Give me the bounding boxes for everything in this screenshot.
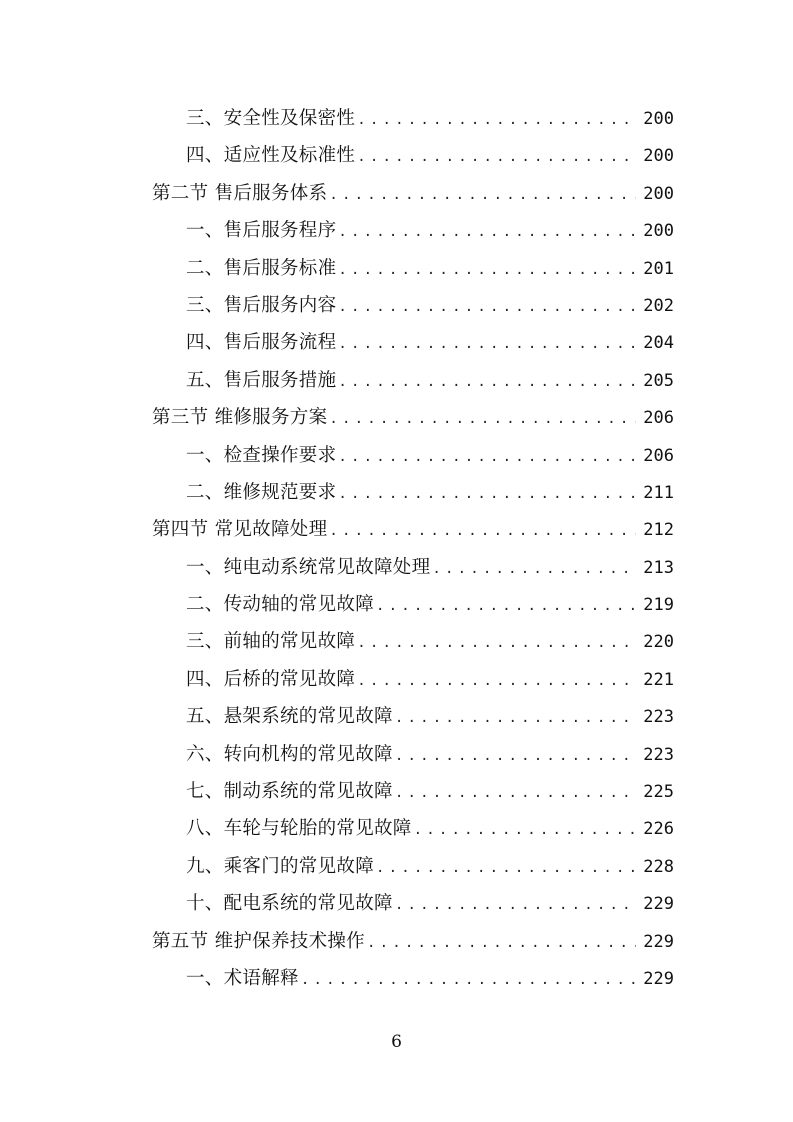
toc-entry-title: 一、纯电动系统常见故障处理 xyxy=(186,556,431,578)
toc-entry-title: 第二节 售后服务体系 xyxy=(152,182,328,204)
toc-entry[interactable] xyxy=(152,810,674,847)
toc-entry-page: 200 xyxy=(643,109,674,129)
toc-entry-title: 七、制动系统的常见故障 xyxy=(186,781,393,803)
toc-entry[interactable] xyxy=(152,623,674,660)
toc-section-entry[interactable] xyxy=(152,399,674,436)
toc-leader-dots xyxy=(338,439,636,476)
toc-section-entry[interactable] xyxy=(152,175,674,212)
toc-leader-dots xyxy=(357,102,636,139)
toc-entry[interactable] xyxy=(152,362,674,399)
toc-entry-title: 十、配电系统的常见故障 xyxy=(186,893,393,915)
toc-entry[interactable] xyxy=(152,885,674,922)
toc-leader-dots xyxy=(357,139,636,176)
toc-entry-page: 200 xyxy=(643,183,674,204)
toc-entry[interactable] xyxy=(152,287,674,324)
toc-entry-page: 204 xyxy=(643,333,674,354)
toc-entry[interactable] xyxy=(152,773,674,810)
toc-entry[interactable] xyxy=(152,698,674,735)
toc-entry-page: 212 xyxy=(643,520,674,541)
toc-entry-page: 228 xyxy=(643,856,674,877)
table-of-contents xyxy=(152,100,674,997)
toc-entry[interactable] xyxy=(152,137,674,174)
toc-entry-page: 200 xyxy=(643,146,674,167)
toc-entry[interactable] xyxy=(152,848,674,885)
toc-entry-page: 219 xyxy=(643,595,674,616)
toc-entry-title: 五、悬架系统的常见故障 xyxy=(186,706,393,728)
toc-leader-dots xyxy=(357,625,636,662)
toc-leader-dots xyxy=(338,214,636,251)
toc-entry-page: 206 xyxy=(643,445,674,466)
toc-leader-dots xyxy=(338,364,636,401)
toc-entry-title: 第四节 常见故障处理 xyxy=(152,519,328,541)
toc-entry-page: 221 xyxy=(643,669,674,690)
toc-entry-title: 六、转向机构的常见故障 xyxy=(186,743,393,765)
toc-leader-dots xyxy=(395,887,636,924)
toc-section-entry[interactable] xyxy=(152,923,674,960)
toc-entry-title: 八、车轮与轮胎的常见故障 xyxy=(186,818,412,840)
toc-entry-page: 223 xyxy=(643,707,674,728)
toc-entry[interactable] xyxy=(152,324,674,361)
toc-entry-page: 220 xyxy=(643,632,674,653)
toc-entry-title: 四、适应性及标准性 xyxy=(186,145,356,167)
toc-entry-title: 二、维修规范要求 xyxy=(186,481,337,503)
toc-entry-title: 一、术语解释 xyxy=(186,967,299,989)
toc-entry-page: 202 xyxy=(643,295,674,316)
toc-leader-dots xyxy=(357,663,636,700)
toc-leader-dots xyxy=(432,551,636,588)
toc-leader-dots xyxy=(395,700,636,737)
toc-leader-dots xyxy=(338,289,636,326)
toc-leader-dots xyxy=(395,775,636,812)
toc-entry[interactable] xyxy=(152,586,674,623)
toc-entry-page: 229 xyxy=(643,968,674,989)
toc-entry[interactable] xyxy=(152,474,674,511)
toc-entry[interactable] xyxy=(152,100,674,137)
toc-entry[interactable] xyxy=(152,661,674,698)
toc-leader-dots xyxy=(414,812,636,849)
toc-entry-page: 229 xyxy=(643,894,674,915)
toc-entry-title: 第三节 维修服务方案 xyxy=(152,407,328,429)
toc-leader-dots xyxy=(329,177,636,214)
toc-entry-title: 四、后桥的常见故障 xyxy=(186,668,356,690)
toc-entry-title: 五、售后服务措施 xyxy=(186,369,337,391)
toc-leader-dots xyxy=(329,513,636,550)
toc-leader-dots xyxy=(338,326,636,363)
toc-entry-title: 三、前轴的常见故障 xyxy=(186,631,356,653)
toc-leader-dots xyxy=(338,252,636,289)
toc-leader-dots xyxy=(395,738,636,775)
toc-entry-title: 三、安全性及保密性 xyxy=(186,108,356,129)
toc-entry-page: 205 xyxy=(643,370,674,391)
toc-leader-dots xyxy=(338,476,636,513)
toc-leader-dots xyxy=(367,925,636,962)
toc-entry-page: 229 xyxy=(643,931,674,952)
toc-entry[interactable] xyxy=(152,437,674,474)
toc-leader-dots xyxy=(376,588,636,625)
toc-entry-page: 211 xyxy=(643,482,674,503)
toc-entry-title: 第五节 维护保养技术操作 xyxy=(152,930,365,952)
toc-section-entry[interactable] xyxy=(152,511,674,548)
toc-leader-dots xyxy=(301,962,636,999)
toc-leader-dots xyxy=(329,401,636,438)
toc-entry[interactable] xyxy=(152,736,674,773)
toc-entry[interactable] xyxy=(152,960,674,997)
toc-entry-page: 225 xyxy=(643,782,674,803)
toc-entry[interactable] xyxy=(152,250,674,287)
toc-entry[interactable] xyxy=(152,212,674,249)
toc-entry-page: 200 xyxy=(643,221,674,242)
toc-entry-title: 二、售后服务标准 xyxy=(186,257,337,279)
page-number: 6 xyxy=(391,1032,402,1052)
toc-entry-page: 206 xyxy=(643,408,674,429)
toc-leader-dots xyxy=(376,850,636,887)
toc-entry-page: 201 xyxy=(643,258,674,279)
toc-entry-page: 223 xyxy=(643,744,674,765)
toc-entry-page: 213 xyxy=(643,557,674,578)
toc-entry-title: 二、传动轴的常见故障 xyxy=(186,594,375,616)
toc-entry-title: 一、售后服务程序 xyxy=(186,220,337,242)
toc-entry[interactable] xyxy=(152,549,674,586)
toc-entry-title: 一、检查操作要求 xyxy=(186,444,337,466)
toc-entry-title: 九、乘客门的常见故障 xyxy=(186,855,375,877)
toc-entry-title: 四、售后服务流程 xyxy=(186,332,337,354)
toc-entry-title: 三、售后服务内容 xyxy=(186,294,337,316)
toc-entry-page: 226 xyxy=(643,819,674,840)
